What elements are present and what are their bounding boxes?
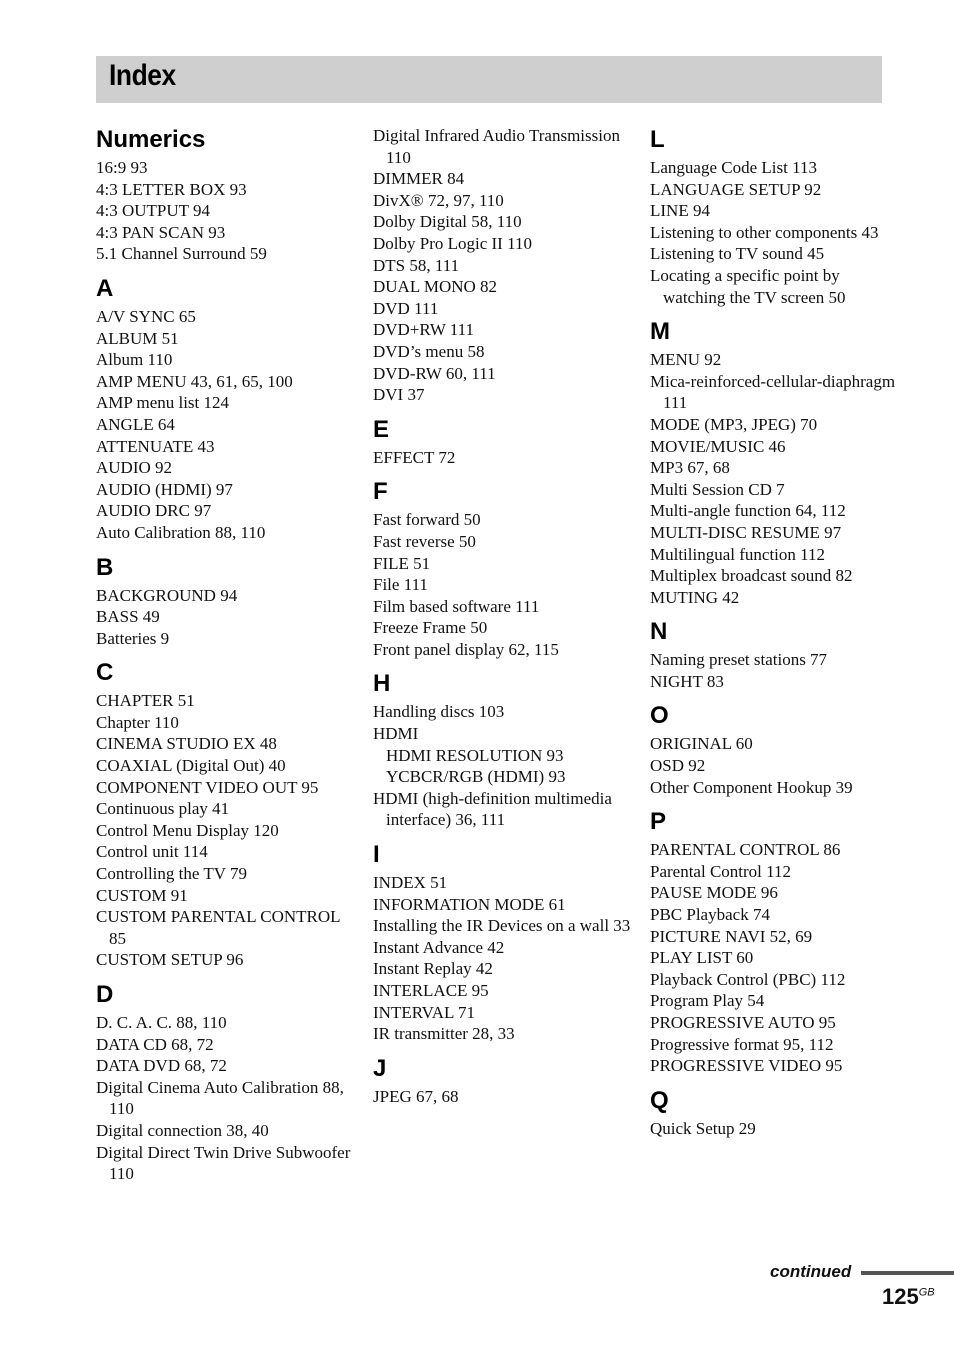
- section-heading: L: [650, 126, 665, 153]
- index-entry: INTERLACE 95: [373, 981, 489, 1000]
- index-entry: BACKGROUND 94: [96, 585, 238, 605]
- index-entry: Film based software 111: [373, 596, 540, 616]
- page-title: Index: [109, 59, 176, 92]
- index-entry: A/V SYNC 65: [96, 306, 196, 326]
- index-entry: PLAY LIST 60: [650, 948, 754, 968]
- index-entry: Progressive format 95, 112: [650, 1034, 834, 1054]
- index-entry: JPEG 67, 68: [373, 1086, 459, 1106]
- index-entry: Chapter 110: [96, 712, 179, 732]
- index-entry: Dolby Digital 58, 110: [373, 212, 522, 232]
- index-entry: DVD-RW 60, 111: [373, 363, 496, 383]
- section-heading: J: [373, 1054, 387, 1082]
- index-entry: Naming preset stations 77: [650, 650, 828, 670]
- index-entry: Digital Direct Twin Drive Subwoofer 110: [96, 1142, 351, 1184]
- section-heading: M: [650, 318, 670, 346]
- index-section: [96, 659, 356, 971]
- page-number-suffix: GB: [918, 1286, 935, 1299]
- index-entry: ANGLE 64: [96, 414, 175, 434]
- page-number-value: 125: [882, 1284, 919, 1309]
- index-entry: AUDIO DRC 97: [96, 501, 212, 521]
- index-entry: PICTURE NAVI 52, 69: [650, 926, 813, 946]
- index-entry: PBC Playback 74: [650, 905, 770, 925]
- index-entry: MODE (MP3, JPEG) 70: [650, 414, 818, 434]
- index-entry: 4:3 PAN SCAN 93: [96, 222, 226, 242]
- index-entry: YCBCR/RGB (HDMI) 93: [386, 767, 566, 787]
- index-entry: PARENTAL CONTROL 86: [650, 840, 841, 860]
- index-entry: PROGRESSIVE VIDEO 95: [650, 1056, 843, 1076]
- index-entry: Quick Setup 29: [650, 1118, 756, 1138]
- index-column-1: [96, 124, 356, 1195]
- index-entry: IR transmitter 28, 33: [373, 1024, 515, 1044]
- index-section: [96, 554, 356, 650]
- index-entry: DVD 111: [373, 298, 439, 318]
- index-entry: File 111: [373, 575, 428, 595]
- index-section: [96, 275, 356, 544]
- index-entry: ALBUM 51: [96, 328, 179, 348]
- index-entry: ORIGINAL 60: [650, 734, 753, 754]
- index-entry: Multiplex broadcast sound 82: [650, 566, 853, 586]
- index-entry: 16:9 93: [96, 158, 148, 177]
- continued-rule: [861, 1271, 954, 1275]
- index-entry: NIGHT 83: [650, 671, 724, 691]
- section-heading: H: [373, 670, 391, 698]
- index-entry: Handling discs 103: [373, 702, 505, 722]
- section-heading: Numerics: [96, 126, 206, 153]
- index-entry: Playback Control (PBC) 112: [650, 969, 846, 989]
- index-entry: CUSTOM PARENTAL CONTROL 85: [96, 907, 340, 948]
- index-entry: LANGUAGE SETUP 92: [650, 179, 822, 199]
- index-entry: Other Component Hookup 39: [650, 777, 853, 797]
- index-entry: Dolby Pro Logic II 110: [373, 233, 532, 253]
- index-entry: DVD’s menu 58: [373, 341, 485, 361]
- index-entry: Program Play 54: [650, 991, 765, 1011]
- index-entry: 4:3 OUTPUT 94: [96, 201, 210, 221]
- index-section: [650, 702, 900, 798]
- index-entry: CINEMA STUDIO EX 48: [96, 734, 277, 754]
- index-section: [650, 1087, 900, 1140]
- index-entry: Control Menu Display 120: [96, 820, 279, 840]
- index-section: [373, 670, 635, 831]
- index-entry: CHAPTER 51: [96, 691, 195, 711]
- index-entry: LINE 94: [650, 201, 710, 221]
- page-number: [882, 1284, 935, 1310]
- index-entry: EFFECT 72: [373, 447, 456, 467]
- section-heading: Q: [650, 1086, 669, 1114]
- index-entry: Listening to other components 43: [650, 222, 879, 242]
- index-entry: AMP menu list 124: [96, 393, 230, 413]
- index-entry: Multi-angle function 64, 112: [650, 501, 846, 521]
- index-entry: Controlling the TV 79: [96, 864, 247, 884]
- index-entry: Continuous play 41: [96, 799, 230, 819]
- index-entry: INDEX 51: [373, 873, 448, 893]
- index-entry: Installing the IR Devices on a wall 33: [373, 916, 631, 936]
- index-entry: CUSTOM 91: [96, 885, 188, 905]
- section-heading: F: [373, 478, 388, 506]
- index-entry: DVD+RW 111: [373, 320, 475, 340]
- index-entry: Digital connection 38, 40: [96, 1120, 269, 1140]
- index-entry: MUTING 42: [650, 587, 740, 607]
- index-entry: BASS 49: [96, 607, 160, 627]
- index-title-bar: [96, 56, 882, 103]
- index-entry: COAXIAL (Digital Out) 40: [96, 756, 286, 776]
- section-heading: A: [96, 274, 114, 302]
- index-section: [650, 126, 900, 308]
- index-entry: COMPONENT VIDEO OUT 95: [96, 777, 319, 797]
- index-entry: FILE 51: [373, 553, 431, 573]
- index-entry: DivX® 72, 97, 110: [373, 190, 504, 210]
- index-entry: D. C. A. C. 88, 110: [96, 1013, 227, 1032]
- index-entry: HDMI (high-definition multimedia interface) 36, 111: [373, 788, 612, 830]
- index-entry: Parental Control 112: [650, 861, 792, 881]
- index-entry: Instant Advance 42: [373, 937, 505, 957]
- index-entry: DVI 37: [373, 385, 425, 405]
- index-section: [373, 841, 635, 1045]
- index-entry: DTS 58, 111: [373, 255, 460, 275]
- index-entry: Instant Replay 42: [373, 959, 493, 979]
- index-entry: INTERVAL 71: [373, 1002, 476, 1022]
- index-entry: DIMMER 84: [373, 169, 465, 189]
- index-column-3: [650, 124, 900, 1149]
- section-heading: N: [650, 618, 668, 646]
- section-heading: O: [650, 702, 669, 730]
- index-entry: Listening to TV sound 45: [650, 244, 825, 264]
- index-section: [96, 981, 356, 1185]
- index-entry: Fast reverse 50: [373, 531, 476, 551]
- index-entry: Control unit 114: [96, 842, 208, 862]
- section-heading: B: [96, 553, 114, 581]
- index-entry: Digital Infrared Audio Transmission 110: [373, 126, 620, 167]
- index-entry: Auto Calibration 88, 110: [96, 522, 266, 542]
- index-entry: Digital Cinema Auto Calibration 88, 110: [96, 1077, 344, 1119]
- index-section: [373, 1055, 635, 1108]
- index-section: [650, 808, 900, 1077]
- index-section: [650, 318, 900, 608]
- section-heading: I: [373, 841, 380, 869]
- section-heading: D: [96, 981, 114, 1008]
- index-section: [373, 416, 635, 469]
- index-entry: MENU 92: [650, 350, 722, 370]
- index-entry: MOVIE/MUSIC 46: [650, 436, 786, 456]
- index-entry: HDMI: [373, 724, 419, 744]
- index-entry: Multilingual function 112: [650, 544, 826, 564]
- section-heading: E: [373, 415, 390, 443]
- index-entry: DATA CD 68, 72: [96, 1034, 214, 1054]
- section-heading: P: [650, 808, 667, 836]
- index-section: [373, 478, 635, 660]
- index-entry: AUDIO 92: [96, 458, 173, 478]
- index-entry: DATA DVD 68, 72: [96, 1056, 227, 1076]
- index-entry: AUDIO (HDMI) 97: [96, 479, 233, 499]
- index-section: [650, 618, 900, 692]
- index-entry: INFORMATION MODE 61: [373, 894, 566, 914]
- index-entry: Freeze Frame 50: [373, 618, 488, 638]
- index-entry: Front panel display 62, 115: [373, 639, 559, 659]
- index-entry: AMP MENU 43, 61, 65, 100: [96, 371, 293, 391]
- index-column-2: [373, 124, 635, 1117]
- index-entry: 4:3 LETTER BOX 93: [96, 179, 247, 199]
- index-entry: 5.1 Channel Surround 59: [96, 244, 267, 264]
- index-entry: ATTENUATE 43: [96, 436, 215, 456]
- index-entry: PROGRESSIVE AUTO 95: [650, 1013, 836, 1032]
- index-entry: Batteries 9: [96, 628, 170, 648]
- index-entry: Mica-reinforced-cellular-diaphragm 111: [650, 371, 896, 413]
- index-entry: CUSTOM SETUP 96: [96, 950, 244, 970]
- index-entry: Locating a specific point by watching the TV screen 50: [650, 265, 846, 307]
- index-entry: Fast forward 50: [373, 510, 481, 530]
- index-entry: DUAL MONO 82: [373, 277, 498, 297]
- index-entry: MP3 67, 68: [650, 458, 730, 478]
- index-entry: HDMI RESOLUTION 93: [386, 745, 564, 765]
- index-section: [96, 126, 356, 265]
- continued-label: continued: [770, 1262, 852, 1281]
- index-entry: Album 110: [96, 350, 173, 370]
- index-entry: OSD 92: [650, 756, 706, 776]
- index-entry: Multi Session CD 7: [650, 479, 785, 499]
- index-entry: Language Code List 113: [650, 158, 817, 177]
- index-section: [373, 125, 635, 406]
- index-entry: MULTI-DISC RESUME 97: [650, 522, 842, 542]
- index-entry: PAUSE MODE 96: [650, 883, 778, 903]
- section-heading: C: [96, 659, 114, 687]
